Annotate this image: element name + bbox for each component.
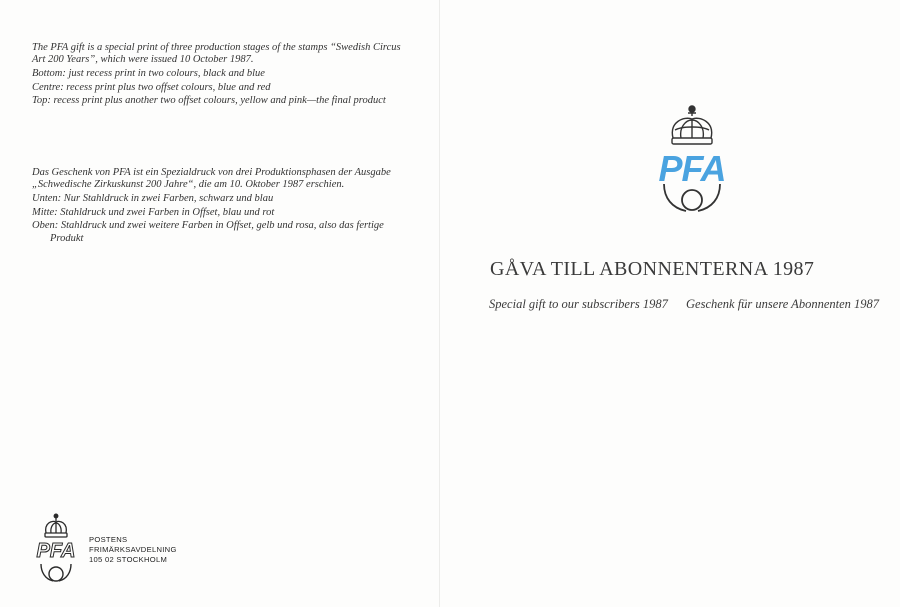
german-oben-stage: Oben: Stahldruck und zwei weitere Farben in Offset, gelb und rosa, also das fertige Produkt xyxy=(32,220,384,244)
english-description xyxy=(32,42,402,109)
crown-icon xyxy=(672,106,712,144)
footer-line-city: 105 02 STOCKHOLM xyxy=(89,555,168,564)
subtitle-english: Special gift to our subscribers 1987 xyxy=(489,297,668,311)
footer-line-postens: POSTENS xyxy=(89,535,128,544)
pfa-footer-logo xyxy=(27,512,85,588)
german-unten-stage: Unten: Nur Stahldruck in zwei Farben, schwarz und blau xyxy=(32,192,274,204)
left-page xyxy=(0,0,439,607)
english-bottom-stage: Bottom: just recess print in two colours, black and blue xyxy=(32,67,265,79)
right-page xyxy=(440,0,900,607)
english-intro: The PFA gift is a special print of three production stages of the stamps “Swedish Circus Art 200 Years”, which were issued 10 October 1987. xyxy=(32,42,401,66)
subtitle-german: Geschenk für unsere Abonnenten 1987 xyxy=(686,297,880,311)
footer-address xyxy=(89,535,177,565)
main-logo-text: PFA xyxy=(658,148,726,189)
crown-icon xyxy=(45,514,67,537)
english-centre-stage: Centre: recess print plus two offset colours, blue and red xyxy=(32,81,271,93)
pfa-main-logo xyxy=(642,104,742,216)
german-description xyxy=(32,167,402,246)
german-mitte-stage: Mitte: Stahldruck und zwei Farben in Offset, blau und rot xyxy=(32,206,275,218)
footer-line-department: FRIMÄRKSAVDELNING xyxy=(89,545,177,554)
page-title: GÅVA TILL ABONNENTERNA 1987 xyxy=(490,258,815,280)
german-intro: Das Geschenk von PFA ist ein Spezialdruck von drei Produktionsphasen der Ausgabe „Schwedische Zirkuskunst 200 Jahre“, die am 10. Oktober 1987 erschien. xyxy=(32,167,391,191)
footer-address-block xyxy=(27,512,177,588)
footer-logo-text: PFA xyxy=(36,540,76,562)
english-top-stage: Top: recess print plus another two offset colours, yellow and pink—the final product xyxy=(32,95,386,107)
posthorn-icon xyxy=(41,564,71,581)
